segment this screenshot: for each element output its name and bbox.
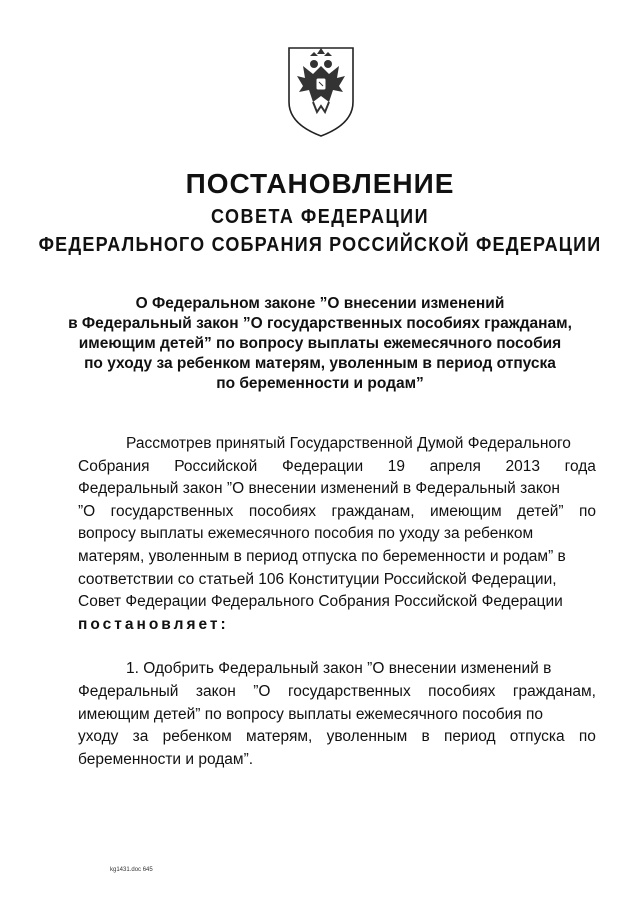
item-line: беременности и родам”. <box>78 750 254 768</box>
word: гражданам, <box>512 682 596 700</box>
subject-line: О Федеральном законе ”О внесении изменений <box>135 295 505 312</box>
preamble-line: Рассмотрев принятый Государственной Думой Федерального <box>126 435 571 452</box>
subject-line: в Федеральный закон ”О государственных пособиях гражданам, <box>68 315 572 332</box>
word: пособиях <box>248 502 317 520</box>
word: по <box>578 502 596 520</box>
preamble-line: Федеральный закон ”О внесении изменений в Федеральный закон <box>78 480 560 498</box>
word: ребенком <box>162 728 232 746</box>
item-line: имеющим детей” по вопросу выплаты ежемесячного пособия по <box>78 705 543 723</box>
subject-line: имеющим детей” по вопросу выплаты ежемесячного пособия <box>78 335 562 352</box>
word: детей” <box>517 502 564 520</box>
word: по <box>578 728 596 746</box>
preamble-line: соответствии со статьей 106 Конституции Российской Федерации, <box>78 570 557 588</box>
issuer-line-2: ФЕДЕРАЛЬНОГО СОБРАНИЯ РОССИЙСКОЙ ФЕДЕРАЦИИ <box>38 232 602 256</box>
word: матерям, <box>246 728 313 746</box>
word: года <box>564 457 596 475</box>
subject-line: по беременности и родам” <box>216 375 424 392</box>
word: пособиях <box>428 682 496 700</box>
word: уволенным <box>326 728 408 746</box>
item-line <box>78 726 596 749</box>
word: имеющим <box>429 502 502 520</box>
preamble-line: Совет Федерации Федерального Собрания Российской Федерации <box>78 593 563 611</box>
preamble-line: вопросу выплаты ежемесячного пособия по уходу за ребенком <box>78 525 534 543</box>
word: гражданам, <box>331 502 415 520</box>
word: Федерации <box>281 457 364 475</box>
word: 19 <box>387 457 406 475</box>
item-line <box>78 681 596 704</box>
decree-word-line <box>78 614 596 637</box>
coat-of-arms-icon <box>283 44 359 140</box>
word: 2013 <box>505 457 540 475</box>
word: Российской <box>174 457 258 475</box>
word: государственных <box>287 682 411 700</box>
paragraph-gap <box>78 636 596 658</box>
decree-word: постановляет: <box>78 615 229 633</box>
preamble-line <box>78 501 596 524</box>
word: государственных <box>110 502 234 520</box>
word: в <box>421 728 430 746</box>
word: уходу <box>78 728 119 746</box>
document-title: ПОСТАНОВЛЕНИЕ <box>185 168 455 199</box>
word: отпуска <box>509 728 565 746</box>
document-body <box>78 433 596 771</box>
word: ”О <box>253 682 271 700</box>
word: за <box>132 728 149 746</box>
document-subject <box>60 294 580 394</box>
word: Собрания <box>78 457 150 475</box>
preamble-line: матерям, уволенным в период отпуска по беременности и родам” в <box>78 547 566 565</box>
document-code: kg1431.doc 645 <box>110 867 153 873</box>
word: Федеральный <box>78 682 179 700</box>
preamble-line <box>78 456 596 479</box>
subject-line: по уходу за ребенком матерям, уволенным в период отпуска <box>84 355 556 372</box>
word: апреля <box>429 457 481 475</box>
word: период <box>443 728 496 746</box>
word: ”О <box>78 502 96 520</box>
item-line: 1. Одобрить Федеральный закон ”О внесении изменений в <box>126 660 552 678</box>
word: закон <box>195 682 236 700</box>
issuer-line-1: СОВЕТА ФЕДЕРАЦИИ <box>210 204 430 228</box>
